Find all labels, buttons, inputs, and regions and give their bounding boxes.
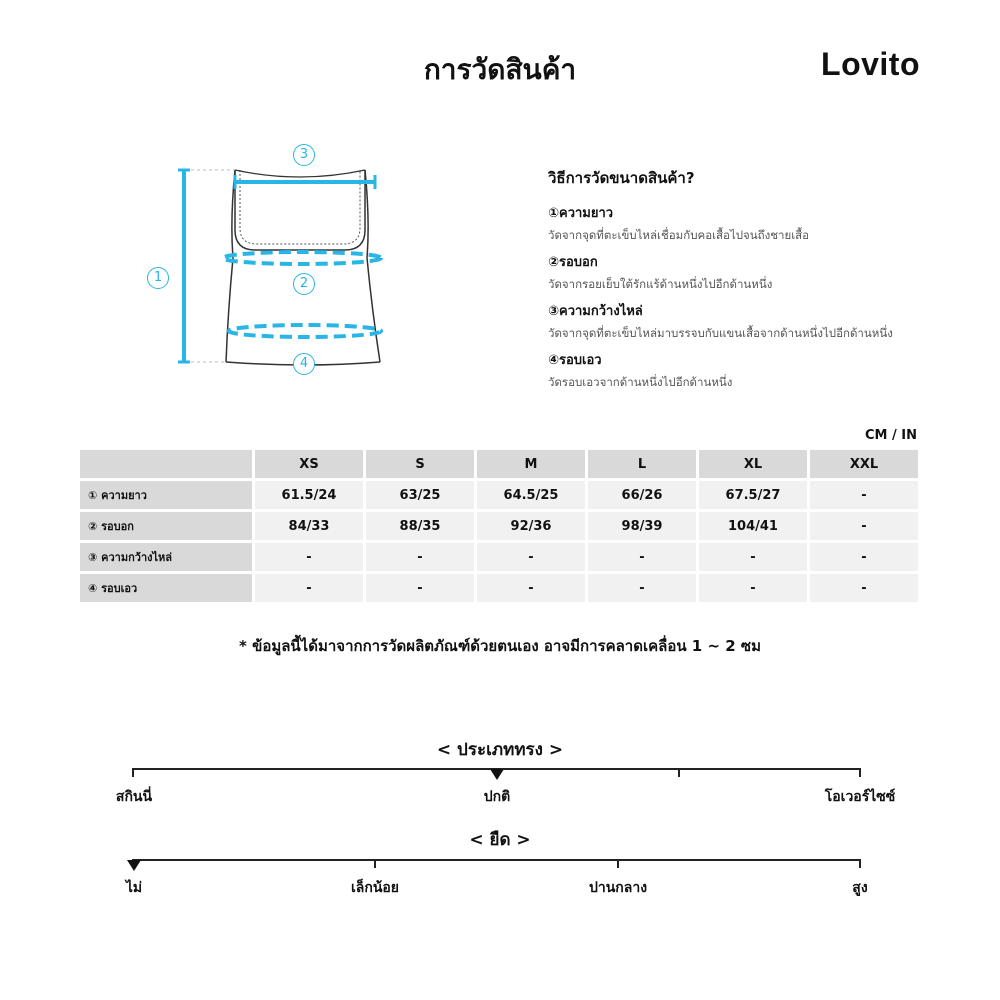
stretch-scale-tick — [617, 859, 619, 868]
table-cell: 63/25 — [366, 481, 474, 509]
table-cell: - — [588, 574, 696, 602]
howto-item-bust — [548, 251, 968, 294]
item-title: รอบอก — [559, 255, 598, 270]
brand-logo: Lovito — [821, 46, 920, 82]
table-cell: - — [477, 543, 585, 571]
size-header: M — [477, 450, 585, 478]
fit-scale-tick — [132, 768, 134, 777]
item-description: วัดรอบเอวจากด้านหนึ่งไปอีกด้านหนึ่ง — [548, 375, 733, 389]
how-to-measure — [548, 166, 968, 396]
item-number: ① — [548, 206, 560, 221]
size-header: XL — [699, 450, 807, 478]
measure-marker-2: 2 — [293, 273, 315, 295]
table-cell: - — [366, 543, 474, 571]
table-cell: 84/33 — [255, 512, 363, 540]
fit-scale-tick — [678, 768, 680, 777]
item-description: วัดจากจุดที่ตะเข็บไหล่เชื่อมกับคอเสื้อไปจนถึงชายเสื้อ — [548, 228, 810, 242]
measure-marker-1: 1 — [147, 267, 169, 289]
table-cell: - — [366, 574, 474, 602]
size-header: XXL — [810, 450, 918, 478]
fit-label-oversize: โอเวอร์ไซซ์ — [824, 789, 896, 805]
fit-scale-title: < ประเภททรง > — [436, 740, 564, 760]
page-title: การวัดสินค้า — [423, 53, 577, 86]
item-number: ② — [548, 255, 560, 270]
measure-marker-4: 4 — [293, 353, 315, 375]
table-cell: 92/36 — [477, 512, 585, 540]
table-cell: 98/39 — [588, 512, 696, 540]
howto-item-waist — [548, 349, 968, 392]
size-header: S — [366, 450, 474, 478]
size-header: L — [588, 450, 696, 478]
how-to-heading: วิธีการวัดขนาดสินค้า? — [548, 169, 695, 187]
table-cell: - — [810, 481, 918, 509]
table-cell: - — [699, 574, 807, 602]
measurement-note: * ข้อมูลนี้ได้มาจากการวัดผลิตภัณฑ์ด้วยตนเอง อาจมีการคลาดเคลื่อน 1 ~ 2 ซม — [239, 637, 761, 655]
garment-diagram — [140, 140, 410, 380]
table-header-row — [80, 450, 918, 478]
size-table — [77, 447, 921, 605]
table-row — [80, 574, 918, 602]
table-cell: 104/41 — [699, 512, 807, 540]
tank-top-illustration — [140, 140, 410, 380]
table-cell: - — [810, 543, 918, 571]
row-label: ④ รอบเอว — [80, 574, 252, 602]
stretch-label-high: สูง — [852, 880, 868, 896]
measure-marker-3: 3 — [293, 144, 315, 166]
table-cell: - — [255, 543, 363, 571]
table-row — [80, 481, 918, 509]
table-cell: 66/26 — [588, 481, 696, 509]
table-row — [80, 512, 918, 540]
table-cell: - — [255, 574, 363, 602]
unit-label: CM / IN — [865, 428, 917, 443]
table-cell: 61.5/24 — [255, 481, 363, 509]
fit-scale-tick — [859, 768, 861, 777]
item-title: ความยาว — [559, 206, 614, 221]
table-cell: - — [810, 574, 918, 602]
table-cell: 64.5/25 — [477, 481, 585, 509]
howto-item-shoulder — [548, 300, 968, 343]
table-cell: - — [699, 543, 807, 571]
table-cell: 67.5/27 — [699, 481, 807, 509]
table-cell: - — [810, 512, 918, 540]
row-label: ③ ความกว้างไหล่ — [80, 543, 252, 571]
size-header: XS — [255, 450, 363, 478]
table-row — [80, 543, 918, 571]
item-description: วัดจากจุดที่ตะเข็บไหล่มาบรรจบกับแขนเสื้อจากด้านหนึ่งไปอีกด้านหนึ่ง — [548, 326, 893, 340]
item-description: วัดจากรอยเย็บใต้รักแร้ด้านหนึ่งไปอีกด้านหนึ่ง — [548, 277, 773, 291]
stretch-scale-marker — [127, 860, 141, 871]
item-number: ④ — [548, 353, 560, 368]
stretch-label-slight: เล็กน้อย — [350, 880, 400, 896]
stretch-scale-tick — [859, 859, 861, 868]
row-label: ② รอบอก — [80, 512, 252, 540]
stretch-label-medium: ปานกลาง — [588, 880, 648, 896]
fit-scale-marker — [490, 769, 504, 780]
fit-label-regular: ปกติ — [483, 789, 511, 805]
stretch-scale-line — [133, 859, 861, 861]
table-corner — [80, 450, 252, 478]
fit-label-skinny: สกินนี่ — [115, 789, 153, 805]
stretch-label-none: ไม่ — [125, 880, 143, 896]
item-number: ③ — [548, 304, 560, 319]
table-cell: - — [477, 574, 585, 602]
table-cell: - — [588, 543, 696, 571]
item-title: ความกว้างไหล่ — [559, 304, 643, 319]
stretch-scale-tick — [374, 859, 376, 868]
howto-item-length — [548, 202, 968, 245]
table-cell: 88/35 — [366, 512, 474, 540]
stretch-scale-title: < ยืด > — [469, 830, 531, 850]
row-label: ① ความยาว — [80, 481, 252, 509]
item-title: รอบเอว — [559, 353, 602, 368]
